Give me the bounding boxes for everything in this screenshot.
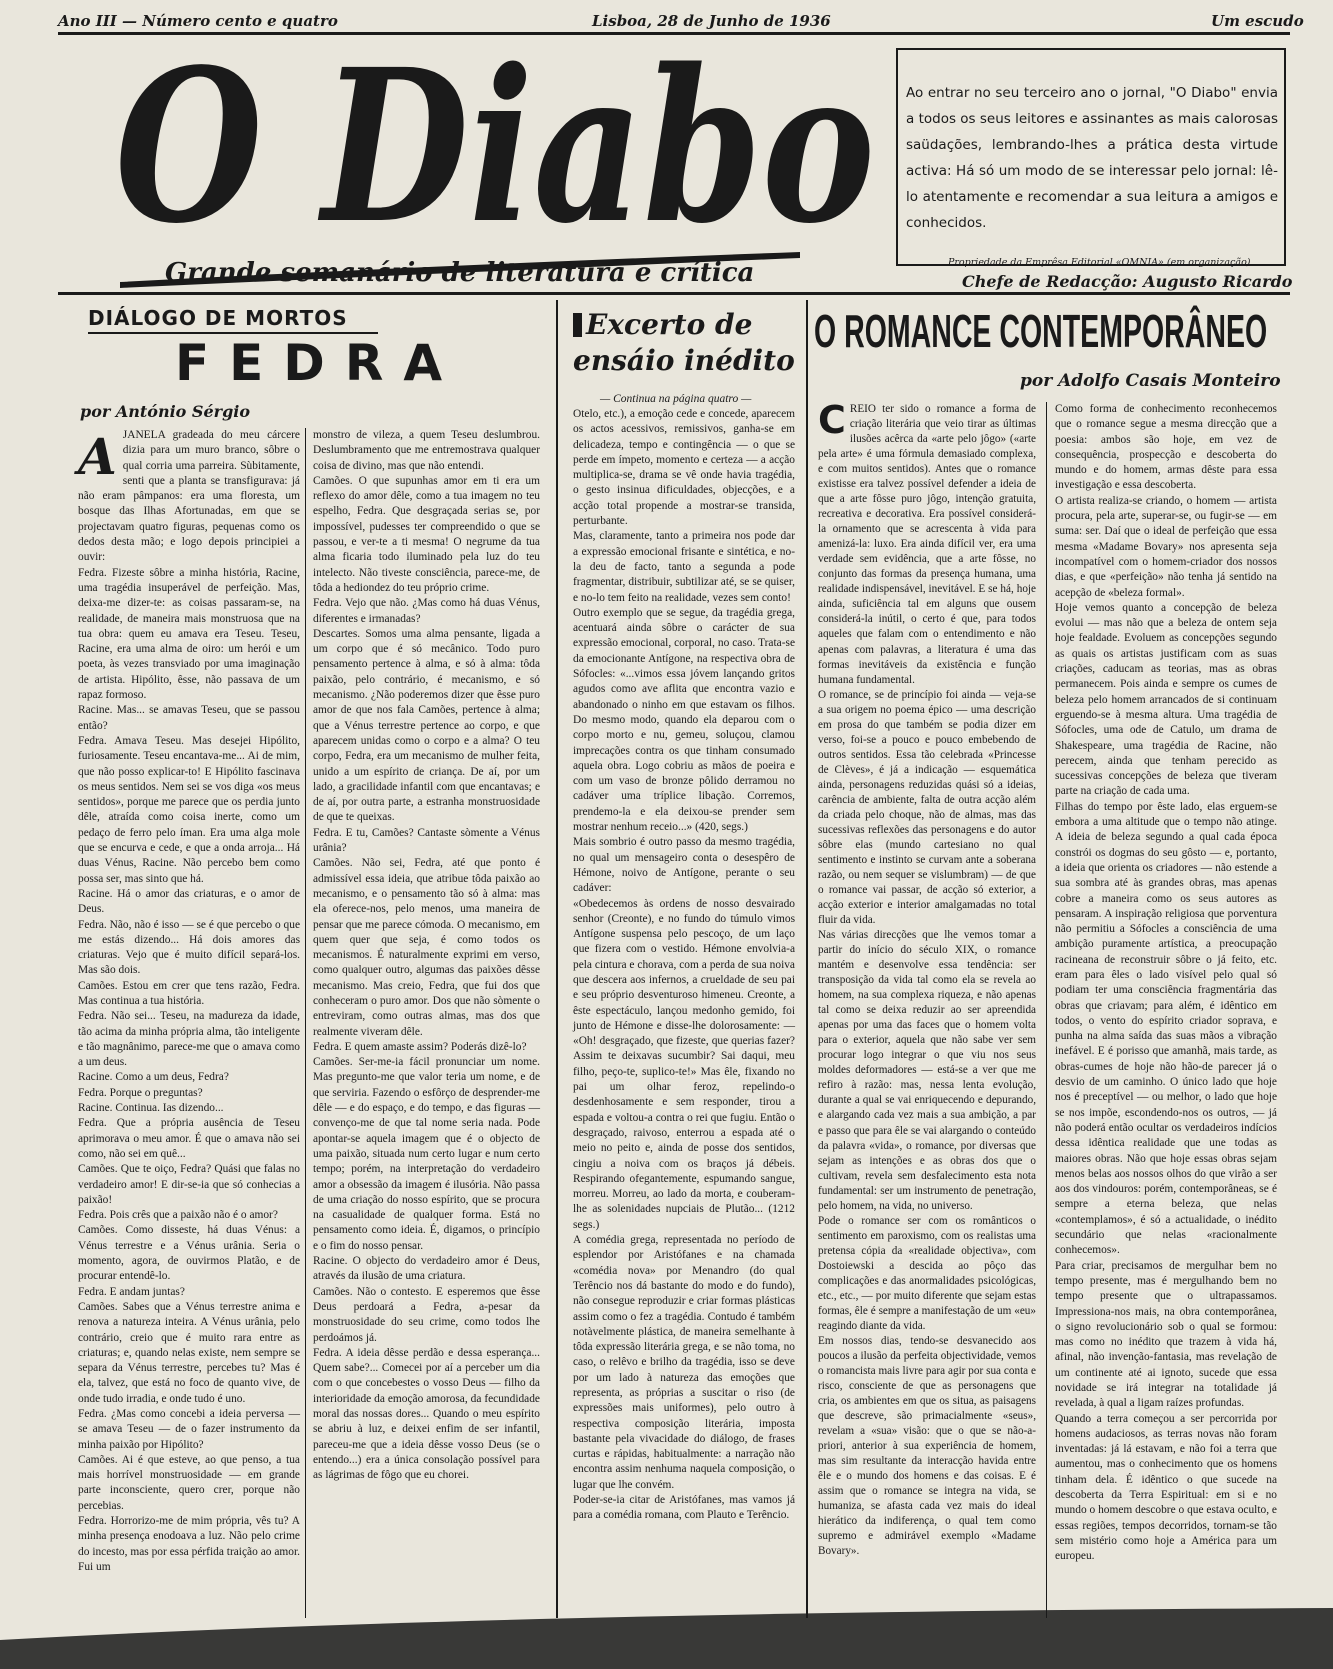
header-rule (58, 292, 1290, 295)
paragraph: Camões. O que supunhas amor em ti era um reflexo do amor dêle, como a tua imagem no teu espelho, Fedra. Que desgraçada serias se, por impossível, pudesses ter compreendido o que se passou, e ver-te a ti mesma! O negrume da tua alma ficaria todo iluminado pela luz do teu intelecto. Não tiveste consciência, parece-me, de tôda a hediondez do teu próprio crime. (313, 474, 540, 594)
drop-cap: C (818, 398, 846, 442)
paragraph: Otelo, etc.), a emoção cede e concede, aparecem os actos acessivos, remissivos, ganha-se em delicadeza, tempo e contingência — o que se perde em ímpeto, momento e certeza — a acção multiplica-se, drama se vê onde havia tragédia, o gesto insinua dificuldades, objecções, e a acção total propende a mostrar-se transida, perturbante. (573, 408, 795, 528)
paragraph: Camões. Ai é que esteve, ao que penso, a tua mais horrível monstruosidade — em grande parte inconsciente, quero crer, porque não percebias. (78, 1453, 300, 1512)
top-rule (58, 32, 1290, 35)
paragraph: Camões. Sabes que a Vénus terrestre anima e renova a natureza inteira. A Vénus urânia, pelo contrário, creio que é muito rara entre as criaturas; e, quando nelas existe, nem sempre se separa da Vénus terrestre, percebes tu? Mas é ela, talvez, que está no foco de quanto vive, de onde tudo irradia, e onde tudo é uno. (78, 1300, 300, 1405)
paragraph: Outro exemplo que se segue, da tragédia grega, acentuará ainda sôbre o carácter de sua expressão emocional, corporal, no caso. Trata-se da emocionante Antígone, na respectiva obra de Sófocles: «...vimos essa jóvem lançando gritos agudos como ave aflita que encontra vazio e abandonado o ninho em que estavam os filhos. Do mesmo modo, quando ela deparou com o corpo morto e nu, gemeu, soluçou, clamou imprecações contra os que tinham consumado aquela obra. Logo cobriu as mãos de poeira e com um vaso de bronze pôlido derramou no cadáver uma tríplice libação. Corremos, prendemo-la e ela deixou-se prender sem mostrar nenhum receio...» (420, segs.) (573, 606, 795, 834)
paragraph: Fedra. E andam juntas? (78, 1285, 185, 1298)
article-title (573, 307, 803, 379)
paragraph: Nas várias direcções que lhe vemos tomar a partir do início do século XIX, o romance mantém e desenvolve essa tendência: ser transposição da vida tal como ela se revela ao homem, na sua complexa riqueza, e não apenas tal como se deixa reduzir ao ser apreendida apenas por uma das faces que o homem volta para o exterior, aquela que não sabe ver sem procurar logo integrar o que viu nos seus moldes deformadores — está-se a ver que me refiro à razão: mas, nessa lenta evolução, durante a qual se vai enriquecendo e depurando, e alargando cada vez mais a sua ambição, a par e passo que para êle se vai alargando o conteúdo da palavra «vida», o romance, por diversas que sejam as intenções e as obras dos que o cultivam, revela sem desfalecimento esta nota fundamental: ser um instrumento de penetração, pelo homem, na vida, no universo. (818, 929, 1036, 1212)
paragraph: JANELA gradeada do meu cárcere dizia para um muro branco, sôbre o qual corria uma parreira. Sùbitamente, senti que a planta se transfigurava: já não eram pâmpanos: era uma floresta, um bosque das Ilhas Afortunadas, em que se projectavam quatro figuras, pequenas como os dedos desta mão; e logo depois principiei a ouvir: (78, 429, 300, 564)
paragraph: Em nossos dias, tendo-se desvanecido aos poucos a ilusão da perfeita objectividade, vemos o romancista mais livre para agir por sua conta e risco, consciente de que as personagens que cria, os ambientes em que os situa, as paisagens que descreve, são primacialmente «seus», revelam a «sua» visão: que o que se não-a-priori, anterior à sua experiência de homem, mas sim resultante da interacção havida entre êle e o mundo dos homens e das coisas. E é assim que o romance se integra na vida, se humaniza, se afasta cada vez mais do ideal hierático da indiferença, o qual tem como supremo e admirável exemplo «Madame Bovary». (818, 1334, 1036, 1558)
paragraph: Quando a terra começou a ser percorrida por homens audaciosos, as terras novas não foram inventadas: já lá estavam, e não foi a terra que aumentou, mas o conhecimento que os homens tinham dela. É idêntico o que sucede na descoberta da Terra Espiritual: em si e no mundo o homem descobre o que estava oculto, e essas regiões, tempos decorridos, tornam-se tão sem mistério como hoje a América para um europeu. (1055, 1412, 1277, 1563)
paragraph: Para criar, precisamos de mergulhar bem no tempo presente, mas é mergulhando bem no tempo presente que o ultrapassamos. Impressiona-nos mais, na obra contemporânea, o signo revolucionário sob o qual se formou: mas como no inédito que trazem à vida há, afinal, não invenção-fantasia, mas revelação de um continente até ai ignoto, sucede que essa novidade se irá integrar na totalidade já revelada, à qual a ligam raízes profundas. (1055, 1259, 1277, 1410)
issue-price: Um escudo (1211, 12, 1304, 30)
paragraph: Camões. Estou em crer que tens razão, Fedra. Mas continua a tua história. (78, 979, 300, 1007)
article-title-text: Excerto de ensáio inédito (573, 308, 795, 377)
article-title: FEDRA (175, 334, 463, 392)
paragraph: Mas, claramente, tanto a primeira nos pode dar a expressão emocional frisante e sintética, e no-la deu de facto, tanto a segunda a pode fragmentar, distribuir, subtilizar até, se se quiser, e no-lo tem feito na realidade, vezes sem conto! (573, 530, 795, 604)
paragraph: Racine. O objecto do verdadeiro amor é Deus, através da ilusão de uma criatura. (313, 1255, 540, 1283)
paragraph: monstro de vileza, a quem Teseu deslumbrou. Deslumbramento que me entremostrava qualquer coisa de divino, mas que não entendi. (313, 429, 540, 472)
paragraph: Hoje vemos quanto a concepção de beleza evolui — mas não que a beleza de ontem seja hoje fealdade. Evoluem as concepções segundo as quais os artistas justificam com as suas criações, caducam as teorias, mas as obras permanecem. Pois ainda e sempre os cumes de beleza pelo homem arrancados de si continuam erguendo-se à mesma altura. Uma tragédia de Sófocles, uma ode de Catulo, um drama de Shakespeare, uma tragédia de Racine, não perecem, ainda que tenham perecido as sucessivas concepções de beleza que tiveram parte na criação de cada uma. (1055, 601, 1277, 798)
masthead-swoosh (120, 248, 800, 288)
column-rule (806, 300, 808, 1618)
article-kicker: DIÁLOGO DE MORTOS (88, 306, 348, 330)
masthead-tagline: Grande semanário de literatura e crítica (165, 258, 755, 288)
paragraph: Fedra. E quem amaste assim? Poderás dizê-lo? (313, 1040, 527, 1053)
issue-number: Ano III — Número cento e quatro (58, 12, 338, 30)
paragraph: Filhas do tempo por êste lado, elas erguem-se embora a uma altitude que o tempo não atinge. A ideia de beleza segundo a qual cada época constrói os dogmas do seu gôsto — e, portanto, a ideia que orienta os criadores — não estende a sua sombra até às grandes obras, mas apenas cobre a maneira como os seus autores as pensaram. A inspiração religiosa que porventura não permitiu a Sófocles a consciência de uma ambição puramente artística, a preocupação racineana de reconstruir sôbre o já feito, etc. eram para êles o lado visível pelo qual só podiam ter uma consciência fragmentária das obras que criavam; para além, é idêntico em todos, o vento do espírito criador soprava, e punha na alma saída das suas mãos a vibração inefável. E é porisso que amanhã, mais tarde, as obras-cumes de hoje não hão-de parecer já o desvio de um caminho. O único lado que hoje nos é preceptível — ou melhor, o lado que hoje se nos impõe, escondendo-nos os outros, — já não poderá então ocultar os verdadeiros indícios dessa idêntica realidade que une todas as maiores obras. Não que hoje essas obras sejam menos belas aos nossos olhos do que virão a ser aos dos vindouros: porém, contemporâneas, se é sempre a eterna beleza, que nelas «contemplamos», é só a actualidade, o inédito secundário que nelas «racionalmente conhecemos». (1055, 800, 1277, 1257)
paragraph: Camões. Como disseste, há duas Vénus: a Vénus terrestre e a Vénus urânia. Seria o momento, agora, de ouvirmos Platão, e de procurar entendê-lo. (78, 1224, 300, 1283)
paragraph: A comédia grega, representada no período de esplendor por Aristófanes e na chamada «comédia nova» por Menandro (do qual Terêncio nos dá bastante do modo e do fundo), não consegue reproduzir e criar formas plásticas assim como o fez a tragédia. Contudo é também notàvelmente plástica, de maneira semelhante à tôda expressão literária grega, e se não toma, no caso, o relêvo e brilho da tragédia, isso se deve por um lado à natureza das emoções que representa, as próprias a suscitar o riso (de expressões mais uniformes), pelo outro à respectiva composição literária, imposta bastante pela vivacidade do diálogo, de frases curtas e rápidas, habitualmente: a narração não encontra assim nenhuma naquela composição, o lugar que lhe convém. (573, 1234, 795, 1491)
article-column (573, 407, 795, 1524)
paragraph: Racine. Mas... se amavas Teseu, que se passou então? (78, 704, 300, 732)
drop-cap: A (78, 427, 117, 486)
masthead-title: O Diabo (115, 40, 875, 260)
continuation-note: — Continua na página quatro — (600, 393, 752, 405)
masthead-logo (115, 40, 885, 260)
article-column (1055, 402, 1277, 1565)
column-rule (305, 428, 306, 1618)
paragraph: Poder-se-ia citar de Aristófanes, mas vamos já para a comédia romana, com Plauto e Terêncio. (573, 1494, 795, 1522)
article-column (818, 398, 1036, 1559)
swoosh-stroke (120, 252, 800, 288)
article-title: O ROMANCE CONTEMPORÂNEO (814, 305, 1268, 357)
title-marker (573, 313, 582, 337)
article-column (78, 428, 300, 1575)
dateline-bar (58, 10, 1304, 32)
article-column (313, 428, 540, 1483)
paragraph: Fedra. ¿Mas como concebi a ideia perversa — se amava Teseu — de o fazer instrumento da minha paixão por Hipólito? (78, 1408, 300, 1451)
paragraph: Racine. Como a um deus, Fedra? (78, 1071, 229, 1084)
paragraph: Camões. Ser-me-ia fácil pronunciar um nome. Mas pregunto-me que valor teria um nome, e de que serviria. Fazendo o esfôrço de desprender-me dêle — e do espaço, e do tempo, e das figuras — convenço-me de que tal nome seria nada. Pode apontar-se aquela imagem que é o objecto de uma paixão, situada num certo lugar e num certo tempo; porém, na interpretação do verdadeiro amor a obsessão da imagem é ilusória. Não passa de uma criação do nosso espírito, que se procura na casualidade de qualquer forma. Está no pensamento como ideia. É, digamos, o princípio e o fim do nosso pensar. (313, 1056, 540, 1252)
paragraph: O romance, se de princípio foi ainda — veja-se a sua origem no poema épico — uma descrição em prosa do que também se podia dizer em verso, foi-se a pouco e pouco embebendo de outros sentidos. Essa tão celebrada «Princesse de Clèves», é já a indicação — esquemática ainda, personagens reduzidas quási só a ideias, carência de ambiente, falta de outra acção além da criada pelo choque, não de almas, mas das sucessivas reflexões das personagens e do autor sôbre elas (mundo cartesiano no qual sentimento e instinto se curvam ante a soberana razão, ou nem sequer se vislumbram) — de que o romance vai passar, de acção só exterior, a acção exterior e interior amalgamadas no total fluir da vida. (818, 688, 1036, 927)
notice-text: Ao entrar no seu terceiro ano o jornal, "O Diabo" envia a todos os seus leitores e assinantes as mais calorosas saüdações, lembrando-lhes a prática desta virtude activa: Há só um modo de se interessar pelo jornal: lê-lo atentamente e recomendar a sua leitura a amigos e conhecidos. (906, 85, 1278, 231)
article-byline: por António Sérgio (80, 402, 251, 421)
bottom-swoosh (0, 1600, 1333, 1669)
paragraph: Como forma de conhecimento reconhecemos que o romance segue a mesma direcção que a poesia: ambos são hoje, em vez de consequência, prospecção e descoberta do mundo e do homem, armas dêste para essa investigação e essa descoberta. (1055, 403, 1277, 492)
issue-date: Lisboa, 28 de Junho de 1936 (592, 12, 831, 30)
paragraph: Fedra. E tu, Camões? Cantaste sòmente a Vénus urânia? (313, 826, 540, 855)
ownership-line: Propriedade da Emprêsa Editorial «OMNIA» (em organização) (948, 257, 1251, 268)
editor-line: Chefe de Redacção: Augusto Ricardo (962, 272, 1293, 291)
anniversary-notice (896, 48, 1286, 266)
paragraph: Mais sombrio é outro passo da mesmo tragédia, no qual um mensageiro conta o desespêro de Hémone, noivo de Antígone, perante o seu cadáver: (573, 836, 795, 895)
paragraph: Fedra. Vejo que não. ¿Mas como há duas Vénus, diferentes e irmanadas? (313, 597, 540, 625)
paragraph: Racine. Há o amor das criaturas, e o amor de Deus. (78, 887, 300, 916)
paragraph: Fedra. A ideia dêsse perdão e dessa esperança... Quem sabe?... Comecei por aí a perceber um dia com o que concebestes o vosso Deus — filho da interioridade da emoção amorosa, da fecundidade moral das nossas dores... Quando o meu espírito se abriu à luz, e deixei enfim de ser infantil, pareceu-me que a ideia dêsse vosso Deus (se o entendo...) era a única consolação possível para as lágrimas de fôgo que eu chorei. (313, 1346, 540, 1482)
paragraph: O artista realiza-se criando, o homem — artista procura, pela arte, superar-se, ou fugir-se — em suma: ser. Daí que o ideal de perfeição que essa mesma «Madame Bovary» nos apresenta seja incompatível com o homem-criador dos nossos dias, e que «perfeição» não tenha já sentido na acepção de «beleza formal». (1055, 494, 1277, 599)
paragraph: Descartes. Somos uma alma pensante, ligada a um corpo que é só mecânico. Todo puro pensamento pertence à alma, e só à alma: tôda paixão, pelo contrário, é mecanismo, e só mecanismo. ¿Não poderemos dizer que êsse puro amor de que nos fala Camões, pertence à alma; que a Vénus terrestre pertence ao corpo, e que aparecem unidas como o corpo e a alma? O teu corpo, Fedra, era um mecanismo de mulher feita, unido a um espírito de criança. De aí, por um lado, a gracilidade infantil com que encantavas; e de aí, por outra parte, a estranha monstruosidade de que te queixas. (313, 627, 540, 824)
paragraph: Camões. Que te oiço, Fedra? Quási que falas no verdadeiro amor! E dir-se-ia que só conhecias a paixão! (78, 1163, 300, 1206)
paragraph: Fedra. Amava Teseu. Mas desejei Hipólito, furiosamente. Teseu encantava-me... Ai de mim, que não posso explicar-to! E Hipólito fascinava os meus sentidos. Nem sei se vos diga «os meus sentidos», porque me parece que os perdia junto dêle, atraída como coisa inerte, como um pedaço de ferro pelo íman. Era uma alga mole que se encurva e cede, e que a onda arroja... Há duas Vénus, Racine. Não percebo bem como possa ser, mas sinto que há. (78, 734, 300, 885)
column-rule (1046, 402, 1047, 1618)
paragraph: Fedra. Que a própria ausência de Teseu aprimorava o meu amor. É que o amava não sei como, não sei em quê... (78, 1117, 300, 1160)
paragraph: Racine. Continua. Ias dizendo... (78, 1102, 224, 1115)
paragraph: Fedra. Porque o preguntas? (78, 1086, 203, 1099)
paragraph: Fedra. Não sei... Teseu, na madureza da idade, tão acima da minha própria alma, tão inteligente e tão magnânimo, parece-me que o amava como a um deus. (78, 1010, 300, 1069)
paragraph: Fedra. Pois crês que a paixão não é o amor? (78, 1209, 278, 1222)
masthead (115, 40, 885, 260)
paragraph: Pode o romance ser com os românticos o sentimento em paroxismo, com os realistas uma pretensa cópia da «realidade objectiva», com Dostoiewski a descida ao pôço das complicações e das anormalidades psicológicas, etc., etc., — por muito diferente que sejam estas formas, êle é sempre a manifestação de um «eu» reagindo diante da vida. (818, 1214, 1036, 1332)
paragraph: Camões. Não o contesto. E esperemos que êsse Deus perdoará a Fedra, a-pesar da monstruosidade do seu crime, como todos lhe perdoámos já. (313, 1285, 540, 1344)
paragraph: Fedra. Horrorizo-me de mim própria, vês tu? A minha presença enodoava a luz. Não pelo crime do incesto, mas por essa pérfida traição ao amor. Fui um (78, 1515, 300, 1573)
paragraph: «Obedecemos às ordens de nosso desvairado senhor (Creonte), e no fundo do túmulo vimos Antígone suspensa pelo pescoço, de um laço que fizera com o vestido. Hémone envolvia-a pela cintura e chorava, com a perda de sua noiva que descera aos infernos, a crueldade de seu pai e seu próprio desventuroso himeneu. Creonte, a êste espectáculo, lançou medonho gemido, foi junto de Hémone e disse-lhe dolorosamente: — «Oh! desgraçado, que fizeste, que querias fazer? Assim te deixavas sucumbir? Sai daqui, meu filho, peço-te, suplico-te!» Mas êle, fixando no pai um olhar feroz, repelindo-o desdenhosamente e sem responder, tirou a espada e voltou-a contra o rei que fugiu. Então o desgraçado, raivoso, enterrou a espada até o meio no peito e, ainda de posse dos sentidos, cingiu a noiva com os braços já débeis. Respirando ofegantemente, espumando sangue, morreu. Morreu, ao lado da morta, e couberam-lhe as solenidades nupciais de Plutão... (1212 segs.) (573, 897, 795, 1231)
paragraph: Camões. Não sei, Fedra, até que ponto é admissível essa ideia, que atribue tôda paixão ao mecanismo, e o pensamento tão só à alma: mas ela oferece-nos, pelo menos, uma maneira de pensar que me parece cómoda. O mecanismo, em quem quer que seja, é como todos os mecanismos. É naturalmente exprimi em verso, como qualquer outro, algumas das paixões dêsse mecanismo. Mas creio, Fedra, que fui dos que conheceram o puro amor. Dos que não sòmente o entreviram, como outras almas, mas dos que realmente viveram dêle. (313, 857, 540, 1038)
paragraph: Fedra. Fizeste sôbre a minha história, Racine, uma tragédia insuperável de perfeição. Mas, deixa-me dizer-te: as coisas passaram-se, na realidade, de maneira mais monstruosa que na tua obra: quem eu amava era Teseu. Teseu, Racine, era uma alma de oiro: um herói e um poeta, às vezes transviado por uma imaginação de artista. Hipólito, êsse, não passava de um rapaz formoso. (78, 566, 300, 702)
article-byline: por Adolfo Casais Monteiro (1020, 371, 1281, 391)
bottom-swoosh-shape (0, 1608, 1333, 1669)
paragraph: REIO ter sido o romance a forma de criação literária que veio tirar as últimas ilusões acêrca da «arte pelo jôgo» («arte pela arte» é uma fórmula demasiado complexa, e com muitos sentidos). Antes que o romance existisse era talvez possível defender a ideia de que a arte fôsse puro jôgo, intenção gratuita, recreativa e decorativa. Era possível considerá-la ornamento que se acrescenta à vida para amenizá-la: luxo. Era ainda difícil ver, era uma verdade sem evidência, que a arte fôsse, no conjunto das formas da presença humana, uma realidade indispensável, inevitável. E se há, hoje ainda, suficiência tal em alguns que ousem considerá-la inútil, o certo é que, para todos aqueles que falam com o entendimento e não apenas com palavras, a literatura é uma das formas inevitáveis da existência e função humana fundamental. (818, 403, 1036, 686)
paragraph: Fedra. Não, não é isso — se é que percebo o que me estás dizendo... Há dois amores das criaturas. Vejo que é muito difícil separá-los. Mas são dois. (78, 918, 300, 977)
column-rule (556, 300, 558, 1618)
